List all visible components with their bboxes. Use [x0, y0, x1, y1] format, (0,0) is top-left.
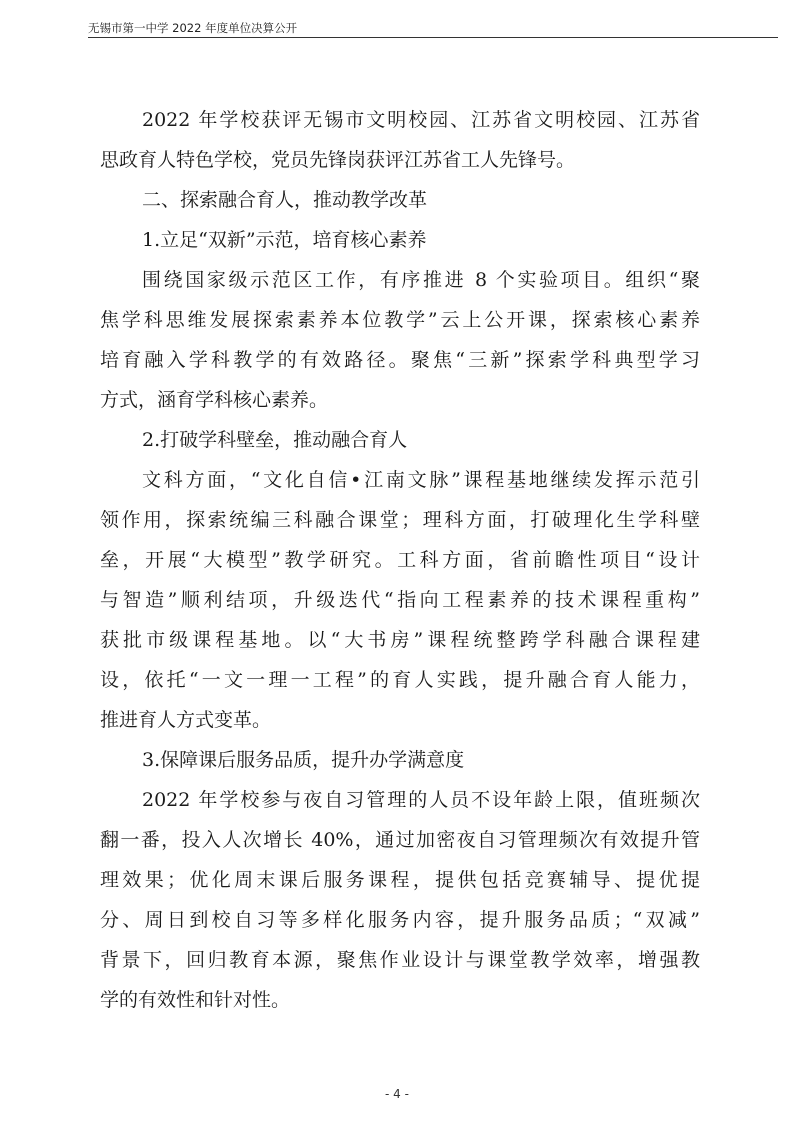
- text-line: 理效果；优化周末课后服务课程，提供包括竞赛辅导、提优提: [100, 869, 700, 891]
- text-line: 思政育人特色学校，党员先锋岗获评江苏省工人先锋号。: [100, 149, 576, 171]
- page-header: [88, 16, 778, 38]
- text-line: 围绕国家级示范区工作，有序推进 8 个实验项目。组织“聚: [142, 269, 700, 291]
- text-line: 学的有效性和针对性。: [100, 989, 291, 1011]
- text-line: 领作用，探索统编三科融合课堂；理科方面，打破理化生学科壁: [100, 509, 700, 531]
- text-line: 2022 年学校获评无锡市文明校园、江苏省文明校园、江苏省: [142, 109, 700, 131]
- text-line: 焦学科思维发展探索素养本位教学”云上公开课，探索核心素养: [100, 309, 700, 331]
- text-line: 翻一番，投入人次增长 40%，通过加密夜自习管理频次有效提升管: [100, 829, 700, 851]
- section-heading: 二、探索融合育人，推动教学改革: [142, 189, 428, 211]
- text-line: 垒，开展“大模型”教学研究。工科方面，省前瞻性项目“设计: [100, 549, 700, 571]
- text-line: 培育融入学科教学的有效路径。聚焦“三新”探索学科典型学习: [100, 349, 700, 371]
- document-body: [100, 100, 700, 1020]
- text-line: 背景下，回归教育本源，聚焦作业设计与课堂教学效率，增强教: [100, 949, 700, 971]
- text-line: 文科方面，“文化自信•江南文脉”课程基地继续发挥示范引: [142, 469, 700, 491]
- text-line: 2022 年学校参与夜自习管理的人员不设年龄上限，值班频次: [142, 789, 700, 811]
- section-heading: 1.立足“双新”示范，培育核心素养: [142, 229, 427, 251]
- text-line: 推进育人方式变革。: [100, 709, 272, 731]
- header-title: 无锡市第一中学 2022 年度单位决算公开: [88, 21, 298, 35]
- section-heading: 2.打破学科壁垒，推动融合育人: [142, 429, 408, 451]
- text-line: 分、周日到校自习等多样化服务内容，提升服务品质；“双减”: [100, 909, 700, 931]
- header-divider: [88, 37, 778, 38]
- section-heading: 3.保障课后服务品质，提升办学满意度: [142, 749, 465, 771]
- page-number: - 4 -: [385, 1087, 409, 1101]
- text-line: 获批市级课程基地。以“大书房”课程统整跨学科融合课程建: [100, 629, 700, 651]
- text-line: 设，依托“一文一理一工程”的育人实践，提升融合育人能力，: [100, 669, 700, 691]
- text-line: 与智造”顺利结项，升级迭代“指向工程素养的技术课程重构”: [100, 589, 700, 611]
- text-line: 方式，涵育学科核心素养。: [100, 389, 329, 411]
